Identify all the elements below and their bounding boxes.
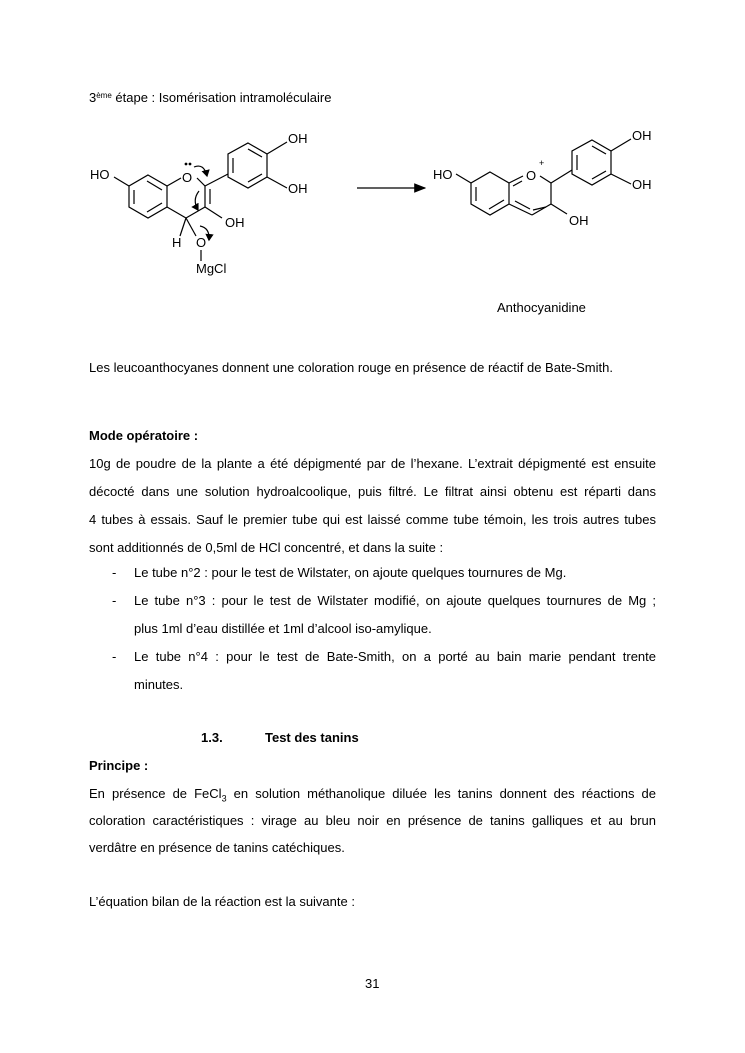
bullet-dash: -: [112, 593, 117, 608]
product-ho: HO: [433, 167, 453, 182]
bullet-tube-4-cont: minutes.: [134, 677, 184, 692]
ring-b: [572, 140, 611, 185]
paragraph-leucoanthocyanes: Les leucoanthocyanes donnent une coloration rouge en présence de réactif de Bate-Smith.: [89, 360, 613, 375]
principe-text-b: en solution méthanolique diluée les tanins donnent des réactions de: [226, 786, 657, 801]
product-oh-c3: OH: [569, 213, 589, 228]
principe-text-a: En présence de FeCl: [89, 786, 222, 801]
mode-line-2: décocté dans une solution hydroalcoolique, puis filtré. Le filtrat ainsi obtenu est réparti dans: [89, 484, 656, 499]
reactant-oh-c3: OH: [225, 215, 245, 230]
product-oh-mid: OH: [632, 177, 652, 192]
product-charge: +: [539, 158, 545, 168]
principe-title: Principe :: [89, 758, 149, 773]
mode-line-1: 10g de poudre de la plante a été dépigmenté par de l’hexane. L’extrait dépigmenté est ensuite: [89, 456, 656, 471]
principe-line-2: coloration caractéristiques : virage au bleu noir en présence de tanins galliques et au brun: [89, 813, 656, 828]
product-oh-top: OH: [632, 128, 652, 143]
principe-line-1: [89, 785, 656, 808]
ring-b: [228, 143, 267, 188]
mode-title: Mode opératoire :: [89, 428, 199, 443]
principe-subscript: 3: [221, 793, 227, 804]
bullet-tube-3: Le tube n°3 : pour le test de Wilstater modifié, on ajoute quelques tournures de Mg ;: [134, 593, 656, 608]
reactant-oh-top: OH: [288, 131, 308, 146]
bullet-tube-2: Le tube n°2 : pour le test de Wilstater, on ajoute quelques tournures de Mg.: [134, 565, 567, 580]
step-title: étape : Isomérisation intramoléculaire: [111, 90, 332, 105]
reactant-h: H: [172, 235, 182, 250]
reactant-ring-o: O: [182, 170, 193, 185]
bullet-tube-3-cont: plus 1ml d’eau distillée et 1ml d’alcool iso-amylique.: [134, 621, 432, 636]
mode-line-4: sont additionnés de 0,5ml de HCl concentré, et dans la suite :: [89, 540, 444, 555]
product-ring-o: O: [526, 168, 537, 183]
section-number: 1.3.: [201, 730, 223, 745]
bullet-tube-4: Le tube n°4 : pour le test de Bate-Smith, on a porté au bain marie pendant trente: [134, 649, 656, 664]
product-name: Anthocyanidine: [497, 300, 586, 315]
step-number: 3: [89, 90, 97, 105]
reactant-ho: HO: [90, 167, 110, 182]
reactant-mgcl: MgCl: [196, 261, 227, 276]
reaction-scheme: [0, 0, 745, 330]
bullet-dash: -: [112, 565, 117, 580]
step-ordinal: ème: [96, 91, 112, 100]
reactant-oh-mid: OH: [288, 181, 308, 196]
bullet-dash: -: [112, 649, 117, 664]
mode-line-3: 4 tubes à essais. Sauf le premier tube qui est laissé comme tube témoin, les trois autres tubes: [89, 512, 656, 527]
reactant-o-bottom: O: [196, 235, 207, 250]
equation-intro: L’équation bilan de la réaction est la suivante :: [89, 894, 355, 909]
principe-line-3: verdâtre en présence de tanins catéchiques.: [89, 840, 345, 855]
page-number: 31: [365, 976, 380, 991]
section-title: Test des tanins: [265, 730, 359, 745]
product-structure: [456, 139, 631, 215]
